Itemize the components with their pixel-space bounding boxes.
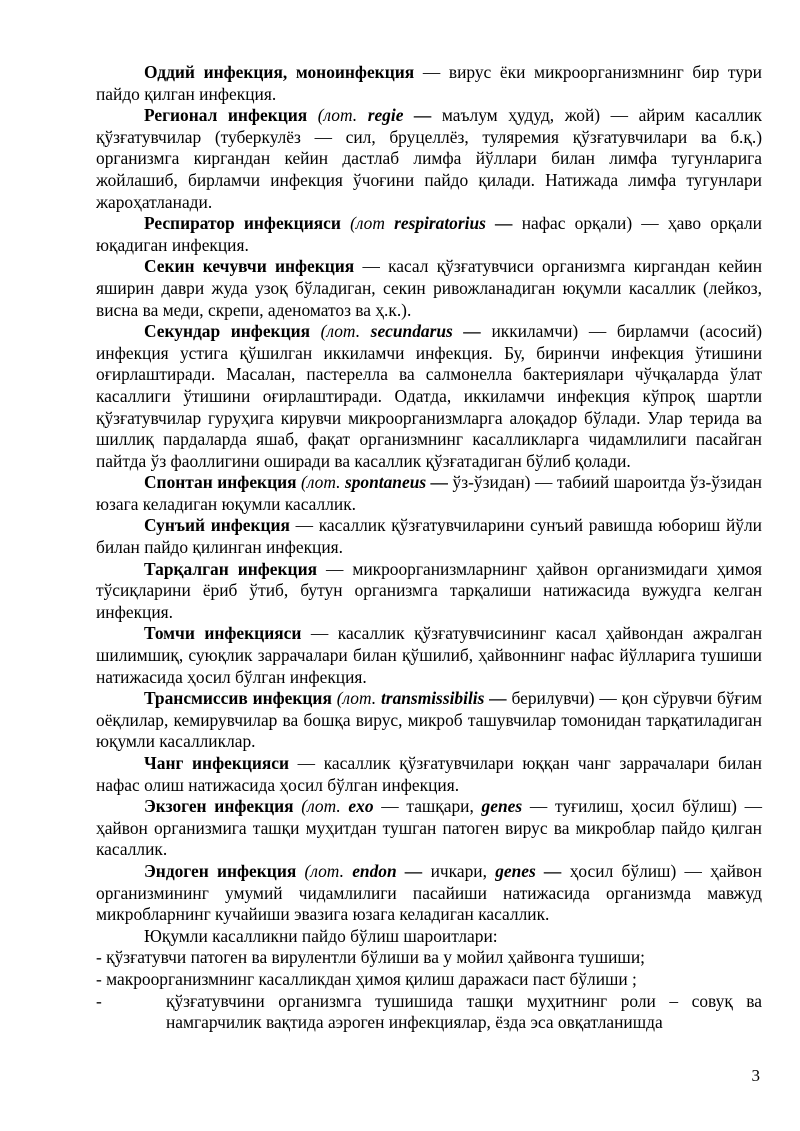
entry-definition: — ташқари, bbox=[373, 796, 482, 817]
glossary-entry bbox=[96, 105, 762, 213]
entry-term: Тарқалган инфекция bbox=[144, 558, 317, 579]
condition-text: қўзғатувчини организмга тушишида ташқи муҳитнинг роли – совуқ ва намгарчилик вақтида аэроген инфекциялар, ёзда эса овқатланишда bbox=[166, 990, 762, 1033]
entry-term: Чанг инфекцияси bbox=[144, 753, 290, 773]
entry-latin-word: genes bbox=[481, 796, 523, 817]
entry-term: Секин кечувчи инфекция bbox=[144, 256, 355, 277]
entry-definition: — микроорганизмларнинг ҳайвон организмидаги ҳимоя тўсиқларини ёриб ўтиб, бутун организмга тарқалиши натижасида вужудга келган инфекция. bbox=[96, 558, 762, 622]
entry-latin-word: transmissibilis — bbox=[380, 688, 512, 709]
entry-definition: иккиламчи) — бирламчи (асосий) инфекция устига қўшилган иккиламчи инфекция. Бу, биринчи инфекция ўтишини оғирлаштиради. Масалан, пастерелла ва салмонелла бактериялари чўчқаларда ўлат касаллиги ўтишини оғирлаштиради. Одатда, иккиламчи инфекция кўпроқ шартли қўзғатувчилар гуруҳига кирувчи микроорганизмларга алоқадор бўлади. Улар терида ва шиллиқ пардаларда яшаб, фақат организмнинг касалликларга чидамлилиги пасайган пайтда ўз фаоллигини оширади ва касаллик қўзғатадиган бўлиб қолади. bbox=[96, 321, 763, 471]
entry-source-lang: (лот. bbox=[310, 321, 371, 342]
entry-term: Секундар инфекция bbox=[144, 321, 311, 342]
entry-term: Спонтан инфекция bbox=[144, 472, 297, 493]
entry-definition: ичкари, bbox=[430, 860, 496, 881]
glossary-entry bbox=[96, 861, 762, 926]
entry-definition: — касал қўзғатувчиси организмга киргандан кейин яширин даври жуда узоқ бўладиган, секин ривожланадиган юқумли касаллик (лейкоз, висна ва меди, скрепи, аденоматоз ва ҳ.к.). bbox=[96, 256, 762, 320]
glossary-entry bbox=[96, 559, 762, 624]
condition-item bbox=[96, 991, 762, 1034]
entry-definition: — касаллик қўзғатувчилари юққан чанг заррачалари билан нафас олиш натижасида ҳосил бўлган инфекция. bbox=[96, 753, 762, 795]
entry-term: Оддий инфекция, моноинфекция bbox=[144, 62, 415, 82]
glossary-entry bbox=[96, 796, 762, 861]
document-page bbox=[96, 62, 762, 1034]
glossary-entries bbox=[96, 62, 762, 926]
entry-definition: ҳосил бўлиш) — ҳайвон организмининг умумий чидамлилиги пасайиши натижасида организмда мавжуд микробларнинг кучайиши эвазига юзага келадиган касаллик. bbox=[96, 860, 762, 925]
entry-definition: ўз-ўзидан) — табиий шароитда ўз-ўзидан юзага келадиган юқумли касаллик. bbox=[96, 472, 762, 514]
glossary-entry bbox=[96, 321, 762, 472]
entry-term: Сунъий инфекция bbox=[144, 515, 290, 536]
entry-latin-word: regie — bbox=[367, 105, 442, 126]
condition-item: - қўзғатувчи патоген ва вирулентли бўлиши ва у мойил ҳайвонга тушиши; bbox=[96, 947, 645, 968]
condition-item: - макроорганизмнинг касалликдан ҳимоя қилиш даражаси паст бўлиши ; bbox=[96, 968, 637, 989]
entry-definition: — касаллик қўзғатувчисининг касал ҳайвондан ажралган шилимшиқ, суюқлик заррачалари билан қўшилиб, ҳайвоннинг нафас йўлларига тушиши натижасида ҳосил бўлган инфекция. bbox=[96, 623, 763, 687]
entry-term: Респиратор инфекцияси bbox=[144, 213, 341, 234]
entry-source-lang: (лот. bbox=[307, 105, 368, 126]
glossary-entry bbox=[96, 688, 762, 753]
conditions-intro: Юқумли касалликни пайдо бўлиш шароитлари: bbox=[144, 925, 498, 946]
entry-definition: — касаллик қўзғатувчиларини сунъий равишда юбориш йўли билан пайдо қилинган инфекция. bbox=[96, 515, 762, 558]
entry-definition: — туғилиш, ҳосил бўлиш) — ҳайвон организмига ташқи муҳитдан тушган патоген вирус ва микроблар пайдо қилган касаллик. bbox=[96, 796, 762, 860]
entry-term: Томчи инфекцияси bbox=[144, 623, 302, 644]
entry-term: Трансмиссив инфекция bbox=[144, 688, 332, 709]
glossary-entry bbox=[96, 515, 762, 558]
entry-definition: нафас орқали) — ҳаво орқали юқадиган инфекция. bbox=[96, 213, 762, 255]
bullet-dash: - bbox=[96, 990, 102, 1011]
entry-source-lang: (лот bbox=[340, 213, 395, 234]
glossary-entry bbox=[96, 623, 762, 688]
entry-source-lang: (лот. bbox=[296, 860, 353, 881]
entry-definition: — вирус ёки микроорганизмнинг бир тури пайдо қилган инфекция. bbox=[96, 62, 762, 104]
glossary-entry bbox=[96, 256, 762, 321]
entry-definition: маълум ҳудуд, жой) — айрим касаллик қўзғатувчилар (туберкулёз — сил, бруцеллёз, туляремия қўзғатувчилари ва б.қ.) организмга киргандан кейин дастлаб лимфа йўллари билан лимфа тугунларига жойлашиб, бирламчи инфекция ўчоғини пайдо қилади. Натижада лимфа тугунлари жароҳатланади. bbox=[96, 105, 762, 212]
entry-source-lang: (лот. bbox=[293, 796, 349, 817]
entry-source-lang: (лот. bbox=[296, 472, 345, 493]
page-number: 3 bbox=[751, 1066, 760, 1085]
glossary-entry bbox=[96, 753, 762, 796]
glossary-entry bbox=[96, 213, 762, 256]
entry-latin-word: exo bbox=[348, 796, 374, 817]
entry-definition: берилувчи) — қон сўрувчи бўғим оёқлилар, кемирувчилар ва бошқа вирус, микроб ташувчилар томонидан тарқатиладиган юқумли касалликлар. bbox=[96, 688, 762, 752]
entry-latin-word: respiratorius — bbox=[394, 213, 522, 234]
entry-latin-word: genes — bbox=[495, 860, 570, 881]
entry-term: Эндоген инфекция bbox=[144, 860, 297, 881]
entry-latin-word: endon — bbox=[352, 860, 431, 881]
entry-latin-word: secundarus — bbox=[370, 321, 492, 342]
entry-latin-word: spontaneus — bbox=[344, 472, 453, 493]
entry-source-lang: (лот. bbox=[331, 688, 381, 709]
glossary-entry bbox=[96, 62, 762, 105]
entry-term: Экзоген инфекция bbox=[144, 796, 294, 817]
entry-term: Регионал инфекция bbox=[144, 105, 308, 126]
glossary-entry bbox=[96, 472, 762, 515]
